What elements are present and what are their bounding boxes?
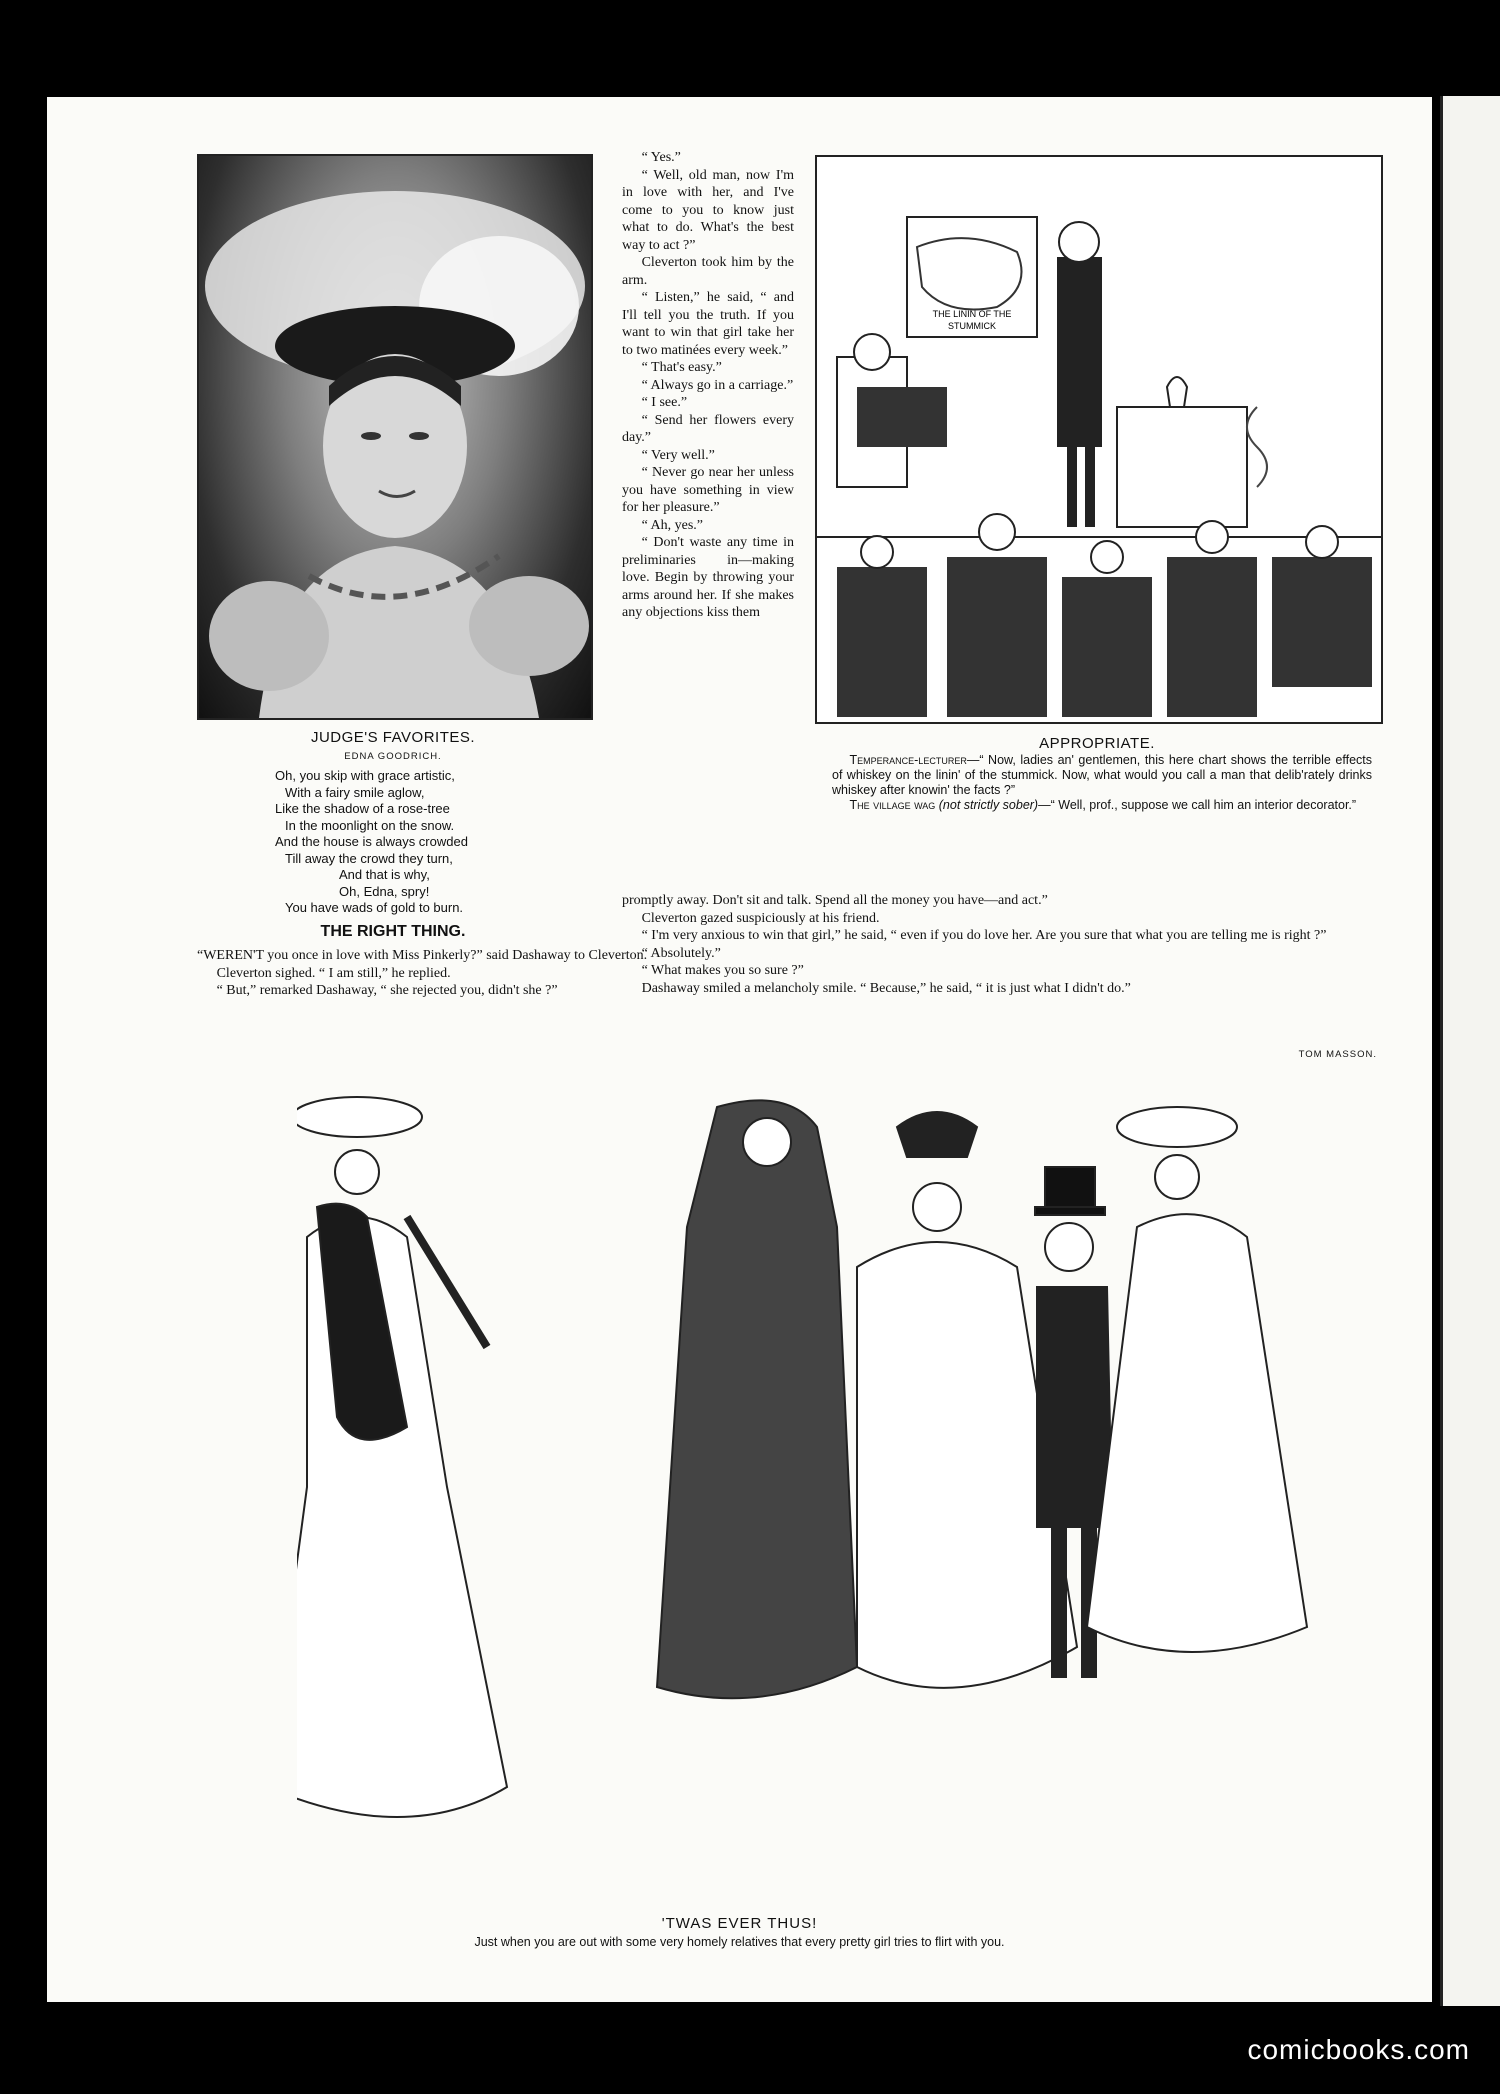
- poem-line: In the moonlight on the snow.: [285, 817, 455, 833]
- photo-subtitle: EDNA GOODRICH.: [344, 751, 442, 762]
- poem-line: And that is why,: [339, 867, 430, 882]
- poem-line: Till away the crowd they turn,: [285, 850, 453, 866]
- story-paragraph: “ But,” remarked Dashaway, “ she rejected you, didn't she ?”: [216, 983, 558, 998]
- poem-line: You have wads of gold to burn.: [285, 900, 464, 915]
- story-paragraph: Cleverton sighed. “ I am still,” he replied.: [216, 965, 451, 981]
- cartoon-title: APPROPRIATE.: [1039, 735, 1155, 752]
- story-paragraph: “ I'm very anxious to win that girl,” he said, “ even if you do love her. Are you sure that what you are telling me is right ?”: [641, 928, 1327, 943]
- chart-label-top: THE LININ OF THE: [932, 309, 1012, 319]
- edna-goodrich-photo: [197, 154, 593, 720]
- bottom-caption: Just when you are out with some very homely relatives that every pretty girl tries to flirt with you.: [474, 1935, 1005, 1949]
- story-paragraph: “ Send her flowers every day.”: [622, 412, 794, 445]
- poem-line: Oh, you skip with grace artistic,: [275, 768, 455, 783]
- story-paragraph: “ Always go in a carriage.”: [641, 377, 794, 393]
- poem-line: Oh, Edna, spry!: [339, 883, 430, 899]
- story-paragraph: “ Very well.”: [641, 447, 715, 463]
- story-paragraph: “ Yes.”: [641, 150, 681, 165]
- wag-line: —“ Well, prof., suppose we call him an interior decorator.”: [1038, 798, 1357, 812]
- photo-title: JUDGE'S FAVORITES.: [310, 729, 476, 746]
- poem-line: Like the shadow of a rose-tree: [275, 801, 450, 816]
- story-paragraph: “ Absolutely.”: [641, 945, 721, 961]
- speaker-lecturer: Temperance-lecturer: [849, 753, 967, 767]
- chart-label-bottom: STUMMICK: [948, 321, 996, 331]
- story-paragraph: “ Never go near her unless you have something in view for her pleasure.”: [622, 465, 794, 515]
- story-paragraph: “ Don't waste any time in preliminaries in—making love. Begin by throwing your arms around her. If she makes any objections kiss them: [622, 535, 794, 620]
- story-heading: THE RIGHT THING.: [320, 923, 466, 940]
- story-paragraph: “ Listen,” he said, “ and I'll tell you the truth. If you want to win that girl take her to two matinées every week.”: [622, 290, 794, 358]
- watermark: comicbooks.com: [1247, 2034, 1470, 2065]
- story-paragraph: “ Well, old man, now I'm in love with her, and I've come to you to know just what to do. What's the best way to act ?”: [622, 167, 794, 253]
- next-page-edge: [1440, 96, 1500, 2006]
- story-paragraph: promptly away. Don't sit and talk. Spend all the money you have—and act.”: [622, 893, 1048, 908]
- temperance-cartoon: [815, 155, 1383, 724]
- author-credit: TOM MASSON.: [1298, 1049, 1377, 1060]
- poem: [275, 768, 575, 917]
- lecturer-line: —“ Now, ladies an' gentlemen, this here chart shows the terrible effects of whiskey on the linin' of the stummick. Now, what would you call a man that delib'rately drinks whiskey after knowin' the facts ?”: [832, 753, 1372, 797]
- story-bottom-text: [622, 892, 1377, 997]
- story-paragraph: Cleverton took him by the arm.: [622, 255, 794, 288]
- story-left-column: [197, 947, 652, 1000]
- speaker-wag: The village wag: [849, 798, 936, 812]
- cartoon-dialog: [832, 753, 1372, 813]
- promenade-illustration: [297, 1067, 1387, 1907]
- poem-line: And the house is always crowded: [275, 834, 468, 849]
- story-paragraph: “ Ah, yes.”: [641, 517, 704, 533]
- story-paragraph: “ That's easy.”: [641, 360, 722, 375]
- story-paragraph: “ I see.”: [641, 395, 688, 410]
- story-paragraph: “ What makes you so sure ?”: [641, 963, 804, 978]
- story-middle-column: [622, 149, 794, 622]
- story-paragraph: Cleverton gazed suspiciously at his friend.: [641, 910, 880, 926]
- magazine-page: [47, 97, 1432, 2002]
- story-paragraph: “WEREN'T you once in love with Miss Pinkerly?” said Dashaway to Cleverton.: [197, 948, 648, 963]
- poem-line: With a fairy smile aglow,: [285, 784, 425, 800]
- bottom-title: 'TWAS EVER THUS!: [661, 1915, 818, 1932]
- wag-note: (not strictly sober): [938, 798, 1039, 812]
- story-paragraph: Dashaway smiled a melancholy smile. “ Because,” he said, “ it is just what I didn't do.”: [641, 980, 1131, 996]
